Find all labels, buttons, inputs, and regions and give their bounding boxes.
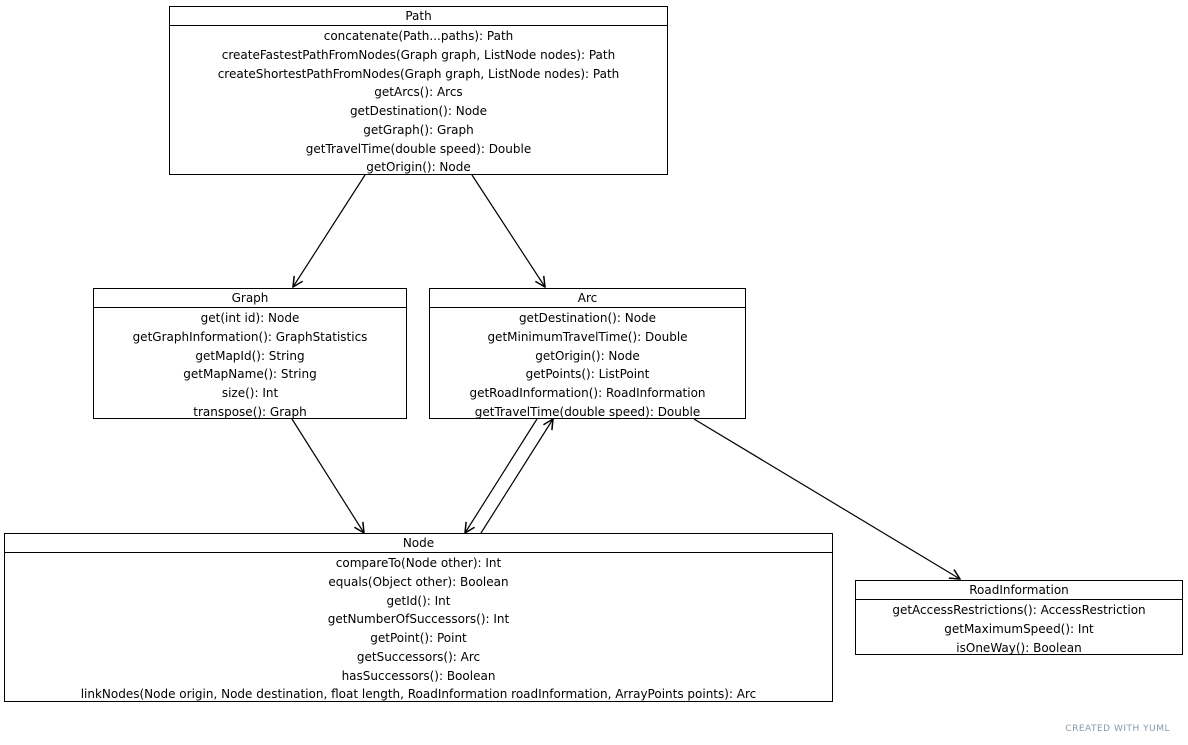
node-method: getPoint(): Point [370, 631, 467, 645]
graph-method: get(int id): Node [200, 311, 300, 325]
path-method: concatenate(Path...paths): Path [323, 29, 514, 43]
path-to-graph-arrow [293, 175, 365, 287]
roadinformation-method: getMaximumSpeed(): Int [944, 621, 1094, 636]
path-method: getTravelTime(double speed): Double [305, 141, 532, 156]
path-method: getOrigin(): Node [366, 160, 471, 175]
path-to-arc-arrow [472, 175, 545, 287]
graph-method: transpose(): Graph [193, 404, 307, 419]
arc-method: getTravelTime(double speed): Double [474, 404, 701, 419]
node-class-name: Node [5, 534, 832, 553]
graph-class-name: Graph [94, 289, 406, 308]
node-to-arc-arrow [481, 419, 553, 533]
graph-to-node-arrow [292, 419, 364, 533]
node-class [4, 533, 833, 702]
arc-method: getPoints(): ListPoint [525, 367, 650, 382]
arc-to-node-arrow [465, 419, 537, 533]
node-method: hasSuccessors(): Boolean [341, 668, 496, 683]
node-method: getId(): Int [386, 593, 451, 608]
path-method: getArcs(): Arcs [374, 85, 463, 100]
graph-method: getMapId(): String [195, 348, 305, 363]
path-method: getDestination(): Node [349, 104, 488, 118]
roadinformation-class-name: RoadInformation [856, 581, 1182, 600]
node-method: getSuccessors(): Arc [356, 649, 481, 664]
roadinformation-method: isOneWay(): Boolean [956, 640, 1082, 655]
graph-method: getMapName(): String [183, 367, 317, 382]
path-class-name: Path [170, 7, 667, 26]
graph-class [93, 288, 407, 419]
node-method: equals(Object other): Boolean [328, 574, 509, 589]
graph-method: getGraphInformation(): GraphStatistics [132, 329, 368, 344]
arc-class-name: Arc [430, 289, 745, 308]
roadinformation-class [855, 580, 1183, 655]
node-method: compareTo(Node other): Int [335, 556, 502, 570]
graph-method: size(): Int [221, 386, 279, 400]
arc-class [429, 288, 746, 419]
created-with-yuml-credit: CREATED WITH YUML [1065, 724, 1170, 734]
node-method: linkNodes(Node origin, Node destination, float length, RoadInformation roadInformation, ArrayPoints points): Arc [80, 687, 757, 702]
arc-method: getMinimumTravelTime(): Double [487, 329, 688, 344]
arc-method: getDestination(): Node [518, 311, 657, 325]
path-method: createFastestPathFromNodes(Graph graph, ListNode nodes): Path [221, 47, 616, 62]
arc-method: getOrigin(): Node [535, 348, 640, 363]
node-method: getNumberOfSuccessors(): Int [327, 612, 510, 627]
path-class [169, 6, 668, 175]
arc-method: getRoadInformation(): RoadInformation [469, 386, 706, 400]
path-method: createShortestPathFromNodes(Graph graph, ListNode nodes): Path [217, 66, 620, 81]
path-method: getGraph(): Graph [363, 122, 474, 137]
roadinformation-method: getAccessRestrictions(): AccessRestriction [892, 603, 1146, 617]
